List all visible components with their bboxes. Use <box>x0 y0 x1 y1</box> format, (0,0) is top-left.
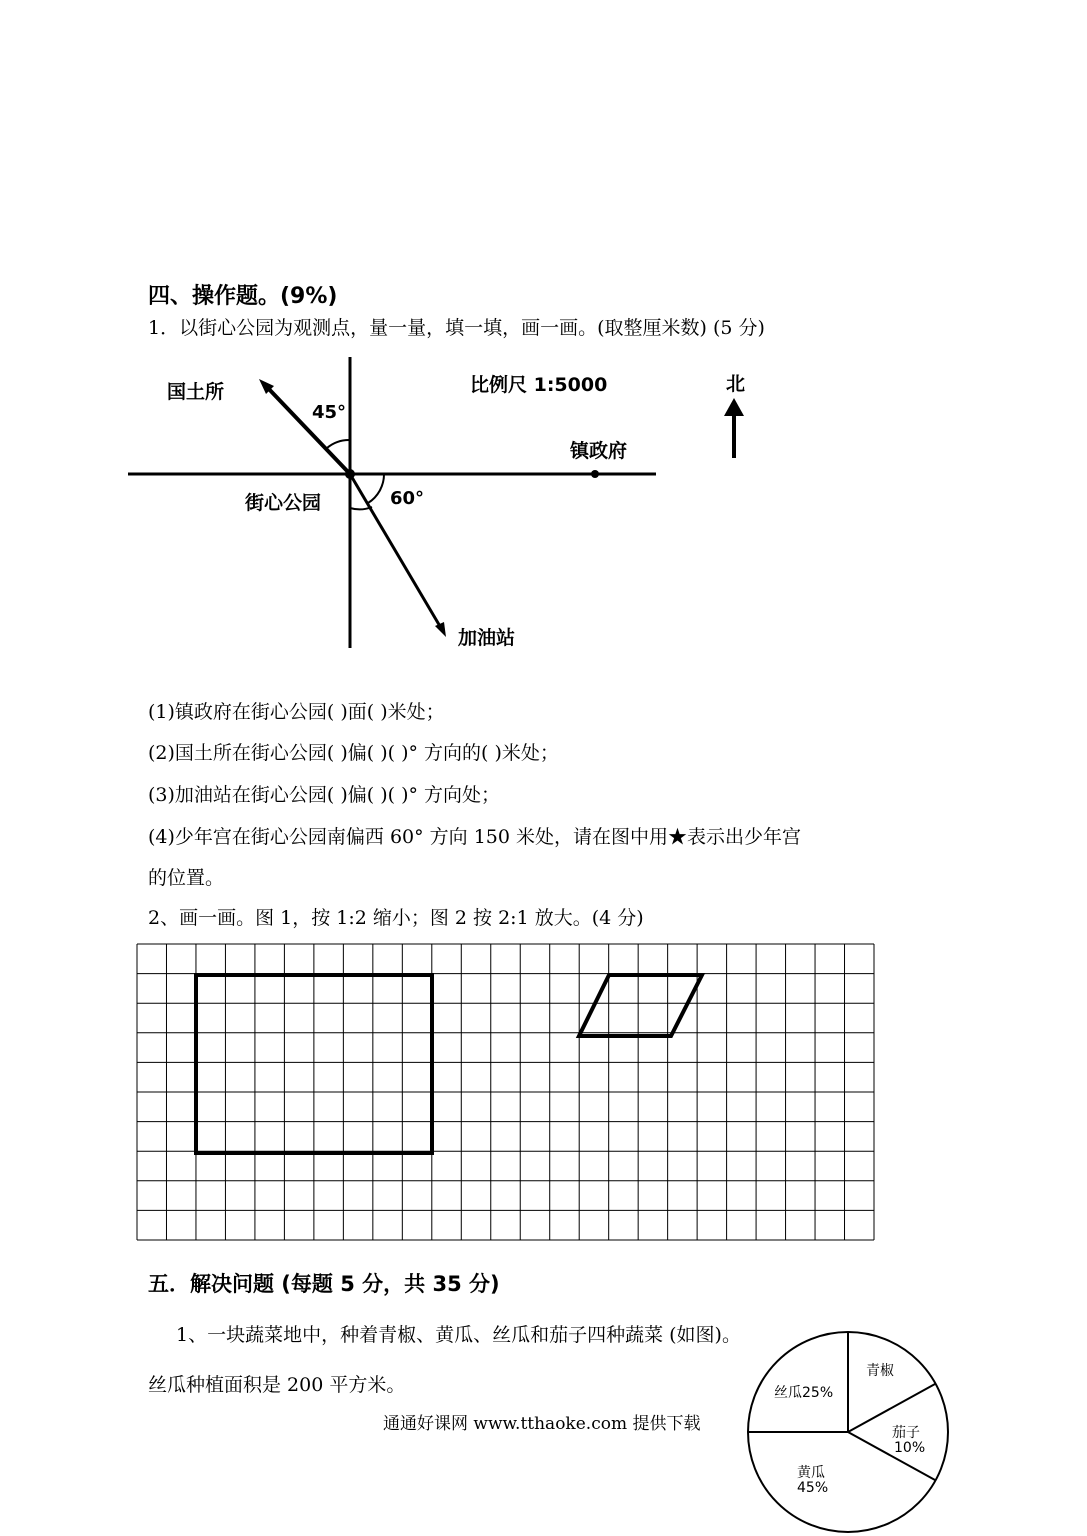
q1-item-4-cont: 的位置。 <box>148 867 225 889</box>
pie-slice-value-qiezi: 10% <box>894 1440 926 1456</box>
pie-slice-label-qiezi: 茄子 <box>892 1425 920 1441</box>
label-gas-station: 加油站 <box>458 627 516 649</box>
label-angle-45: 45° <box>312 402 347 423</box>
label-angle-60: 60° <box>390 488 425 509</box>
q1-item-1: (1)镇政府在街心公园( )面( )米处； <box>148 701 445 723</box>
label-zhenzhengfu: 镇政府 <box>570 440 628 462</box>
label-north: 北 <box>726 373 746 395</box>
pie-slice-label-sigua: 丝瓜25% <box>774 1385 834 1401</box>
pie-slice-label-huanggua: 黄瓜 <box>797 1465 825 1481</box>
label-guotusuo: 国土所 <box>167 381 225 403</box>
q1-item-4: (4)少年宫在街心公园南偏西 60° 方向 150 米处，请在图中用★表示出少年宫 <box>148 826 802 848</box>
label-scale: 比例尺 1:5000 <box>470 374 608 396</box>
q1-item-2: (2)国土所在街心公园( )偏( )( )° 方向的( )米处； <box>148 742 559 764</box>
q2-prompt: 2、画一画。图 1，按 1:2 缩小；图 2 按 2:1 放大。(4 分) <box>148 907 644 929</box>
section4-title: 四、操作题。(9%) <box>148 284 338 309</box>
pie-slice-label-qingjiao: 青椒 <box>866 1363 894 1379</box>
section5-title: 五．解决问题 (每题 5 分，共 35 分) <box>148 1272 500 1296</box>
label-park: 街心公园 <box>245 492 322 514</box>
footer: 通通好课网 www.tthaoke.com 提供下载 <box>383 1414 701 1434</box>
pie-slice-value-huanggua: 45% <box>797 1480 829 1496</box>
section5-q1-line2: 丝瓜种植面积是 200 平方米。 <box>148 1374 406 1396</box>
q1-prompt: 1．以街心公园为观测点，量一量，填一填，画一画。(取整厘米数) (5 分) <box>148 317 765 339</box>
section5-q1-line1: 1、一块蔬菜地中，种着青椒、黄瓜、丝瓜和茄子四种蔬菜 (如图)。 <box>176 1324 741 1346</box>
q1-item-3: (3)加油站在街心公园( )偏( )( )° 方向处； <box>148 784 501 806</box>
